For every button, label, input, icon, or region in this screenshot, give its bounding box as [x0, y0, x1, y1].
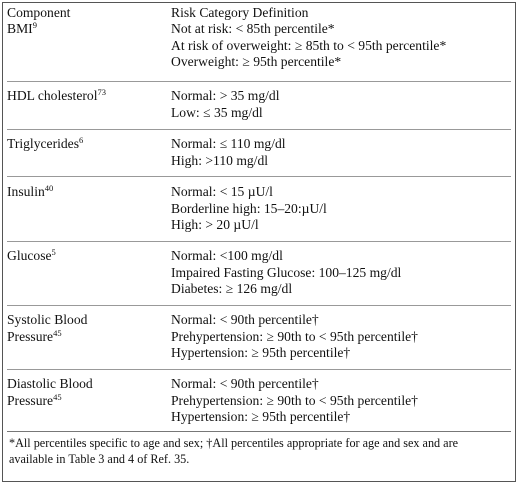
- component-cell: [7, 88, 157, 105]
- definition-line: High: > 20 µU/l: [171, 217, 259, 233]
- definition-line: Normal: > 35 mg/dl: [171, 88, 280, 103]
- footnote-divider: [7, 431, 511, 432]
- definition-line: Hypertension: ≥ 95th percentile†: [171, 345, 351, 361]
- row-divider: [7, 241, 511, 242]
- definition-cell: [171, 248, 513, 298]
- component-label: Triglycerides: [7, 136, 79, 151]
- component-label: Insulin: [7, 184, 45, 199]
- definition-line: Normal: < 90th percentile†: [171, 312, 319, 327]
- row-divider: [7, 369, 511, 370]
- component-label: Glucose: [7, 248, 52, 263]
- component-cell: [7, 312, 157, 345]
- row-divider: [7, 129, 511, 130]
- component-cell: [7, 248, 157, 265]
- definition-line: Low: ≤ 35 mg/dl: [171, 104, 263, 120]
- definition-line: Prehypertension: ≥ 90th to < 95th percentile†: [171, 328, 418, 344]
- footnote-line: *All percentiles specific to age and sex; †All percentiles appropriate for age and sex and are: [9, 436, 459, 450]
- row-divider: [7, 305, 511, 306]
- row-divider: [7, 176, 511, 177]
- header-component: Component: [7, 5, 71, 20]
- component-cell: [7, 184, 157, 201]
- definition-line: Normal: ≤ 110 mg/dl: [171, 136, 286, 151]
- component-label: Pressure: [7, 328, 54, 344]
- reference-number: 73: [97, 87, 106, 97]
- component-cell: [7, 376, 157, 409]
- component-cell: [7, 21, 157, 38]
- footnote-line: available in Table 3 and 4 of Ref. 35.: [9, 451, 190, 466]
- component-label: Systolic Blood: [7, 312, 88, 327]
- definition-line: Normal: < 15 µU/l: [171, 184, 273, 199]
- reference-number: 45: [53, 327, 62, 338]
- definition-line: Diabetes: ≥ 126 mg/dl: [171, 281, 293, 297]
- component-label: BMI: [7, 21, 33, 36]
- definition-line: Normal: < 90th percentile†: [171, 376, 319, 391]
- definition-line: At risk of overweight: ≥ 85th to < 95th percentile*: [171, 37, 447, 53]
- definition-line: Overweight: ≥ 95th percentile*: [171, 54, 342, 70]
- reference-number: 45: [53, 391, 62, 402]
- component-cell: [7, 136, 157, 153]
- definition-line: Prehypertension: ≥ 90th to < 95th percentile†: [171, 392, 418, 408]
- definition-cell: [171, 136, 513, 169]
- definition-cell: [171, 21, 513, 71]
- header-definition: Risk Category Definition: [171, 5, 309, 20]
- definition-cell: [171, 184, 513, 234]
- definition-line: Hypertension: ≥ 95th percentile†: [171, 409, 351, 425]
- definition-line: Not at risk: < 85th percentile*: [171, 21, 335, 36]
- reference-number: 9: [32, 20, 37, 30]
- definition-cell: [171, 376, 513, 426]
- component-label: Pressure: [7, 392, 54, 408]
- definition-line: Borderline high: 15–20:µU/l: [171, 200, 327, 216]
- definition-cell: [171, 88, 513, 121]
- risk-category-table: [2, 2, 516, 482]
- reference-number: 5: [51, 247, 56, 257]
- definition-line: Impaired Fasting Glucose: 100–125 mg/dl: [171, 264, 402, 280]
- definition-line: Normal: <100 mg/dl: [171, 248, 283, 263]
- reference-number: 6: [79, 135, 84, 145]
- row-divider: [7, 81, 511, 82]
- definition-line: High: >110 mg/dl: [171, 152, 269, 168]
- reference-number: 40: [44, 183, 54, 193]
- component-label: HDL cholesterol: [7, 88, 98, 103]
- definition-cell: [171, 312, 513, 362]
- table-footnote: [9, 436, 509, 467]
- component-label: Diastolic Blood: [7, 376, 93, 391]
